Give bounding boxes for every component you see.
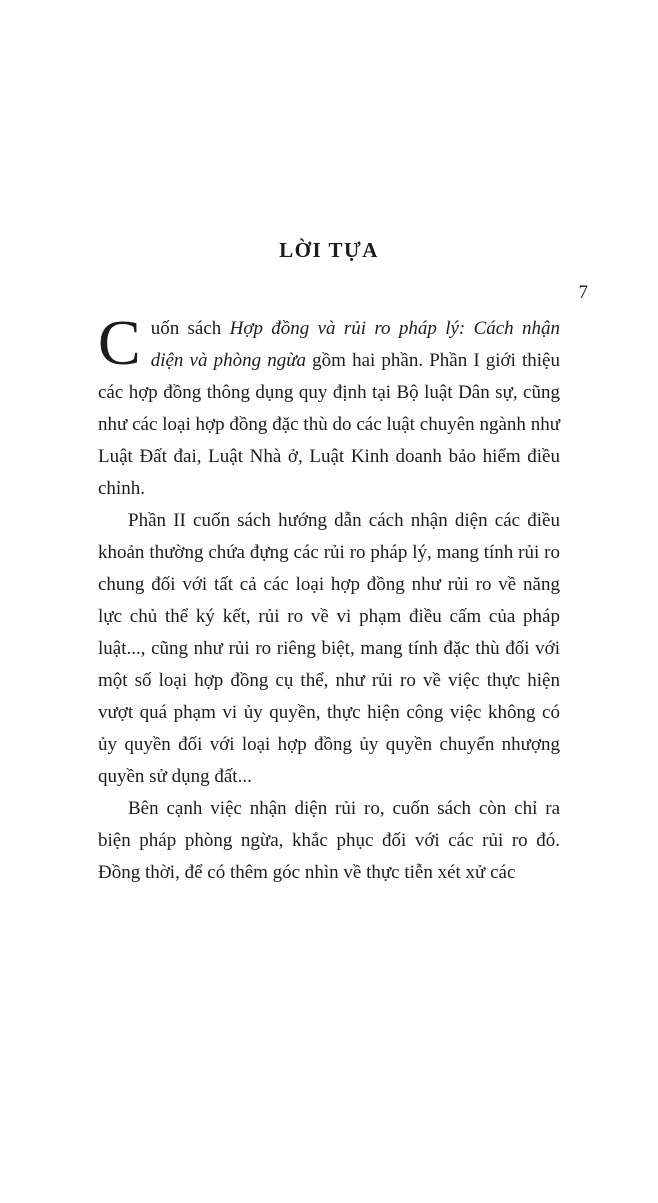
paragraph-rest-text: gồm hai phần. Phần I giới thiệu các hợp đồng thông dụng quy định tại Bộ luật Dân sự, cũng như các loại hợp đồng đặc thù do các luật chuyên ngành như Luật Đất đai, Luật Nhà ở, Luật Kinh doanh bảo hiểm điều chỉnh. — [98, 350, 560, 499]
book-title-italic: Hợp đồng và rủi ro pháp lý: Cách nhận diện và phòng ngừa — [150, 318, 560, 371]
page-number: 7 — [578, 282, 588, 303]
drop-cap: C — [98, 307, 141, 378]
body-text — [98, 307, 560, 889]
paragraph — [98, 307, 560, 505]
chapter-title: LỜI TỰA — [279, 238, 379, 262]
paragraph: Phần II cuốn sách hướng dẫn cách nhận diện các điều khoản thường chứa đựng các rủi ro pháp lý, mang tính rủi ro chung đối với tất cả các loại hợp đồng như rủi ro về năng lực chủ thể ký kết, rủi ro về vi phạm điều cấm của pháp luật..., cũng như rủi ro riêng biệt, mang tính đặc thù đối với một số loại hợp đồng cụ thể, như rủi ro về việc thực hiện vượt quá phạm vi ủy quyền, thực hiện công việc không có ủy quyền đối với loại hợp đồng ủy quyền chuyển nhượng quyền sử dụng đất... — [98, 510, 560, 787]
book-page — [0, 238, 658, 889]
paragraph: Bên cạnh việc nhận diện rủi ro, cuốn sách còn chỉ ra biện pháp phòng ngừa, khắc phục đối với các rủi ro đó. Đồng thời, để có thêm góc nhìn về thực tiễn xét xử các — [98, 798, 560, 883]
paragraph-lead-text: uốn sách — [150, 318, 230, 339]
